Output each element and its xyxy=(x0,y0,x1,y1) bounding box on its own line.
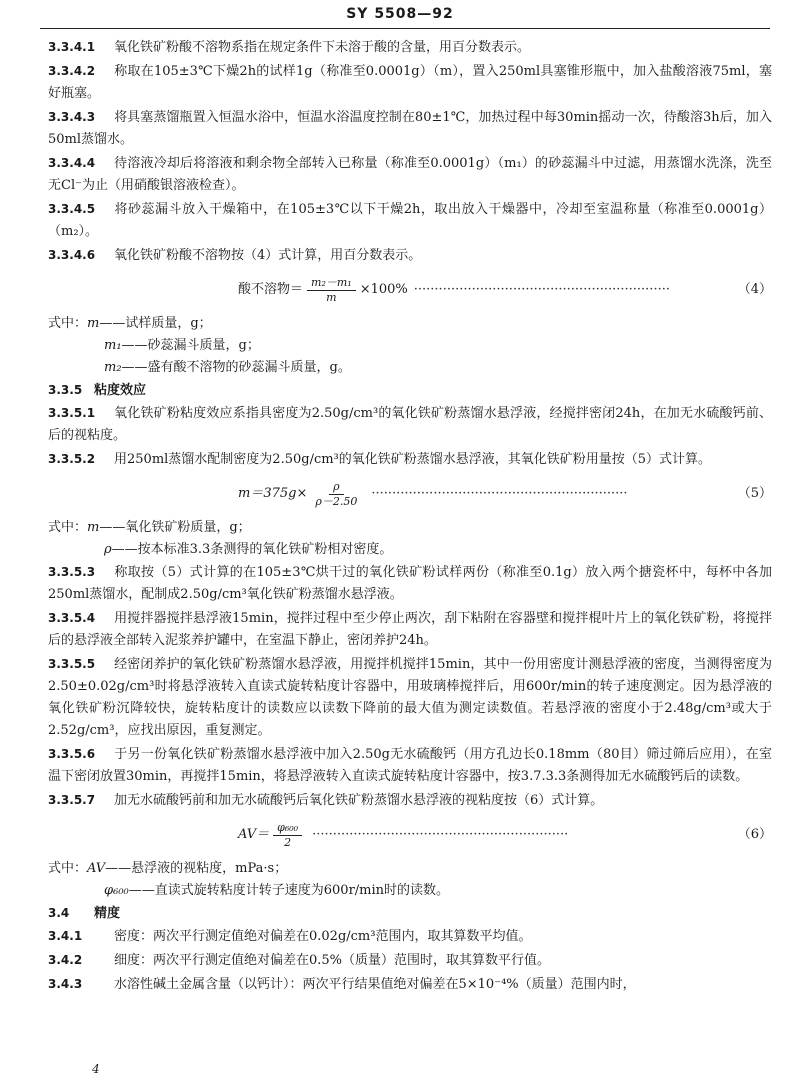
formula-6-expression xyxy=(238,821,306,850)
clause-number: 3.3.5.4 xyxy=(48,611,96,625)
clause-number: 3.4.1 xyxy=(48,929,83,943)
clause-3-4-2 xyxy=(48,949,772,972)
formula-lhs: m＝375g× xyxy=(238,486,308,501)
clause-3-3-4-6 xyxy=(48,244,772,267)
formula-4-expression xyxy=(238,276,408,305)
header-rule xyxy=(40,28,770,29)
standard-code-header: SY 5508—92 xyxy=(346,6,454,22)
clause-3-3-4-4 xyxy=(48,152,772,197)
section-heading-3-4 xyxy=(48,902,772,925)
section-heading-3-3-5 xyxy=(48,379,772,402)
formula-leader-dots: ······························································ xyxy=(312,827,569,842)
clause-text: 氧化铁矿粉酸不溶物系指在规定条件下未溶于酸的含量，用百分数表示。 xyxy=(114,40,531,55)
equation-number: （4） xyxy=(737,282,772,297)
clause-3-3-4-3 xyxy=(48,106,772,151)
clause-text: 水溶性碱土金属含量（以钙计）：两次平行结果值绝对偏差在5×10⁻⁴%（质量）范围内时， xyxy=(114,977,636,992)
clause-number: 3.3.4.2 xyxy=(48,64,96,78)
equation-number: （6） xyxy=(737,827,772,842)
clause-3-4-1 xyxy=(48,925,772,948)
clause-text: 将具塞蒸馏瓶置入恒温水浴中，恒温水浴温度控制在80±1℃，加热过程中每30min摇动一次，待酸溶3h后，加入50ml蒸馏水。 xyxy=(48,110,772,147)
clause-number: 3.4.2 xyxy=(48,953,83,967)
section-title: 粘度效应 xyxy=(94,383,147,398)
where-item: ρ——按本标准3.3条测得的氧化铁矿粉相对密度。 xyxy=(104,542,393,557)
clause-text: 经密闭养护的氧化铁矿粉蒸馏水悬浮液，用搅拌机搅拌15min，其中一份用密度计测悬浮液的密度，当测得密度为2.50±0.02g/cm³时将悬浮液转入直读式旋转粘度计容器中，用玻璃棒搅拌后，用600r/min的转子速度测定。因为悬浮液的氧化铁矿粉沉降较快，旋转粘度计的读数应以读数下降前的最大值为测定读数值。若悬浮液的密度小于2.48g/cm³或大于2.52g/cm³，应找出原因，重复测定。 xyxy=(48,657,772,738)
formula-6 xyxy=(48,816,772,854)
formula-numerator: φ₆₀₀ xyxy=(273,821,302,836)
section-number: 3.4 xyxy=(48,906,70,920)
clause-3-3-5-3 xyxy=(48,561,772,606)
formula-denominator: ρ－2.50 xyxy=(315,494,358,508)
clause-number: 3.3.4.5 xyxy=(48,202,96,216)
clause-3-3-5-5 xyxy=(48,653,772,742)
where-item: m₁——砂蕊漏斗质量，g； xyxy=(104,338,260,353)
clause-3-3-5-2 xyxy=(48,448,772,471)
clause-number: 3.3.5.1 xyxy=(48,406,96,420)
where-label: 式中：m——氧化铁矿粉质量，g； xyxy=(48,520,251,535)
clause-text: 称取按（5）式计算的在105±3℃烘干过的氧化铁矿粉试样两份（称准至0.1g）放入两个搪瓷杯中，每杯中各加250ml蒸馏水，配制成2.50g/cm³氧化铁矿粉蒸馏水悬浮液。 xyxy=(48,565,772,602)
clause-number: 3.3.5.7 xyxy=(48,793,96,807)
clause-text: 氧化铁矿粉粘度效应系指具密度为2.50g/cm³的氧化铁矿粉蒸馏水悬浮液，经搅拌密闭24h，在加无水硫酸钙前、后的视粘度。 xyxy=(48,406,772,443)
formula-5-expression xyxy=(238,480,365,509)
where-label: 式中：m——试样质量，g； xyxy=(48,316,212,331)
where-item: φ₆₀₀——直读式旋转粘度计转子速度为600r/min时的读数。 xyxy=(104,883,450,898)
section-number: 3.3.5 xyxy=(48,383,83,397)
clause-text: 加无水硫酸钙前和加无水硫酸钙后氧化铁矿粉蒸馏水悬浮液的视粘度按（6）式计算。 xyxy=(114,793,604,808)
clause-number: 3.3.5.3 xyxy=(48,565,96,579)
clause-text: 细度：两次平行测定值绝对偏差在0.5%（质量）范围时，取其算数平行值。 xyxy=(114,953,551,968)
clause-number: 3.3.5.5 xyxy=(48,657,96,671)
clause-3-3-5-4 xyxy=(48,607,772,652)
clause-3-4-3 xyxy=(48,973,772,996)
clause-3-3-4-2 xyxy=(48,60,772,105)
section-title: 精度 xyxy=(94,906,121,921)
formula-4 xyxy=(48,271,772,309)
clause-number: 3.3.5.2 xyxy=(48,452,96,466)
clause-3-3-4-5 xyxy=(48,198,772,243)
formula-denominator: m xyxy=(326,290,337,304)
formula-numerator: ρ xyxy=(329,480,343,495)
formula-leader-dots: ······························································ xyxy=(371,486,628,501)
equation-number: （5） xyxy=(737,486,772,501)
formula-fraction xyxy=(311,480,361,509)
clause-3-3-5-7 xyxy=(48,789,772,812)
formula-fraction xyxy=(273,821,302,850)
clause-number: 3.3.4.4 xyxy=(48,156,96,170)
document-body xyxy=(48,36,772,997)
formula-numerator: m₂－m₁ xyxy=(307,276,356,291)
clause-text: 用搅拌器搅拌悬浮液15min，搅拌过程中至少停止两次，刮下粘附在容器壁和搅拌棍叶片上的氧化铁矿粉，将搅拌后的悬浮液全部转入泥浆养护罐中，在室温下静止，密闭养护24h。 xyxy=(48,611,772,648)
formula-denominator: 2 xyxy=(284,835,292,849)
where-label: 式中：AV——悬浮液的视粘度，mPa·s； xyxy=(48,861,288,876)
formula-lhs: 酸不溶物＝ xyxy=(238,282,304,297)
formula-5 xyxy=(48,475,772,513)
page-number: 4 xyxy=(92,1062,100,1076)
clause-text: 用250ml蒸馏水配制密度为2.50g/cm³的氧化铁矿粉蒸馏水悬浮液，其氧化铁矿粉用量按（5）式计算。 xyxy=(114,452,712,467)
clause-number: 3.3.4.6 xyxy=(48,248,96,262)
where-item: m₂——盛有酸不溶物的砂蕊漏斗质量，g。 xyxy=(104,360,351,375)
clause-text: 于另一份氧化铁矿粉蒸馏水悬浮液中加入2.50g无水硫酸钙（用方孔边长0.18mm（80目）筛过筛后应用），在室温下密闭放置30min，再搅拌15min，将悬浮液转入直读式旋转粘度计容器中，按3.7.3.3条测得加无水硫酸钙后的读数。 xyxy=(48,747,772,784)
clause-number: 3.3.4.3 xyxy=(48,110,96,124)
clause-3-3-5-6 xyxy=(48,743,772,788)
clause-text: 密度：两次平行测定值绝对偏差在0.02g/cm³范围内，取其算数平均值。 xyxy=(114,929,532,944)
clause-text: 将砂蕊漏斗放入干燥箱中，在105±3℃以下干燥2h，取出放入干燥器中，冷却至室温称量（称准至0.0001g）（m₂）。 xyxy=(48,202,772,239)
clause-3-3-5-1 xyxy=(48,402,772,447)
clause-3-3-4-1 xyxy=(48,36,772,59)
clause-number: 3.3.5.6 xyxy=(48,747,96,761)
clause-number: 3.3.4.1 xyxy=(48,40,96,54)
formula-lhs: AV＝ xyxy=(238,827,270,842)
formula-leader-dots: ······························································ xyxy=(413,282,670,297)
formula-suffix: ×100% xyxy=(359,282,408,297)
clause-text: 称取在105±3℃下燥2h的试样1g（称准至0.0001g）（m），置入250ml具塞锥形瓶中，加入盐酸溶液75ml，塞好瓶塞。 xyxy=(48,64,772,101)
formula-fraction xyxy=(307,276,356,305)
clause-text: 氧化铁矿粉酸不溶物按（4）式计算，用百分数表示。 xyxy=(114,248,422,263)
clause-number: 3.4.3 xyxy=(48,977,83,991)
clause-text: 待溶液冷却后将溶液和剩余物全部转入已称量（称准至0.0001g）（m₁）的砂蕊漏斗中过滤，用蒸馏水洗涤，洗至无Cl⁻为止（用硝酸银溶液检查）。 xyxy=(48,156,772,193)
